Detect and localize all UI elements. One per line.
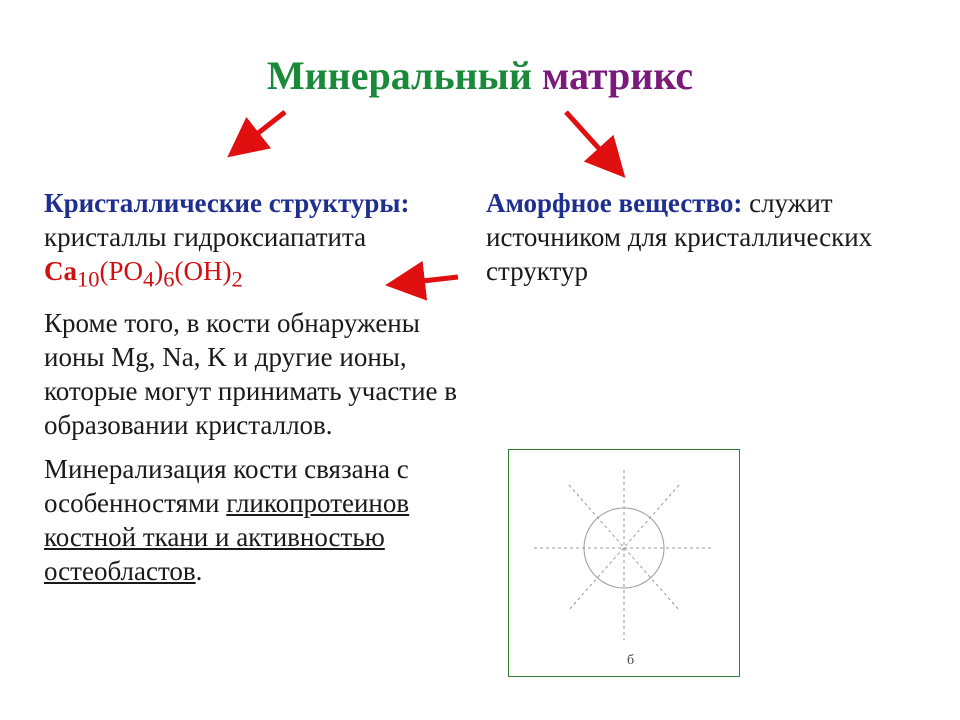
figure-label: б bbox=[627, 653, 635, 668]
slide-title: Минеральный матрикс bbox=[266, 53, 694, 98]
crystal-structures: Кристаллические структуры: кристаллы гидроксиапатита $Ca_{10}(PO_4)_6(OH)_2$ Кроме того, в кости обнаружены ионы Mg, Na, K и другие ионы, которые могут принимать участие в образовании кристаллов. Минерализация кости связана с особенностями гликопротеинов костной ткани и активностью остеобластов. bbox=[44, 188, 458, 587]
amorphous-substance: Аморфное вещество: служит источником для кристаллических структур bbox=[486, 188, 873, 286]
hydroxyapatite-figure bbox=[508, 449, 740, 677]
